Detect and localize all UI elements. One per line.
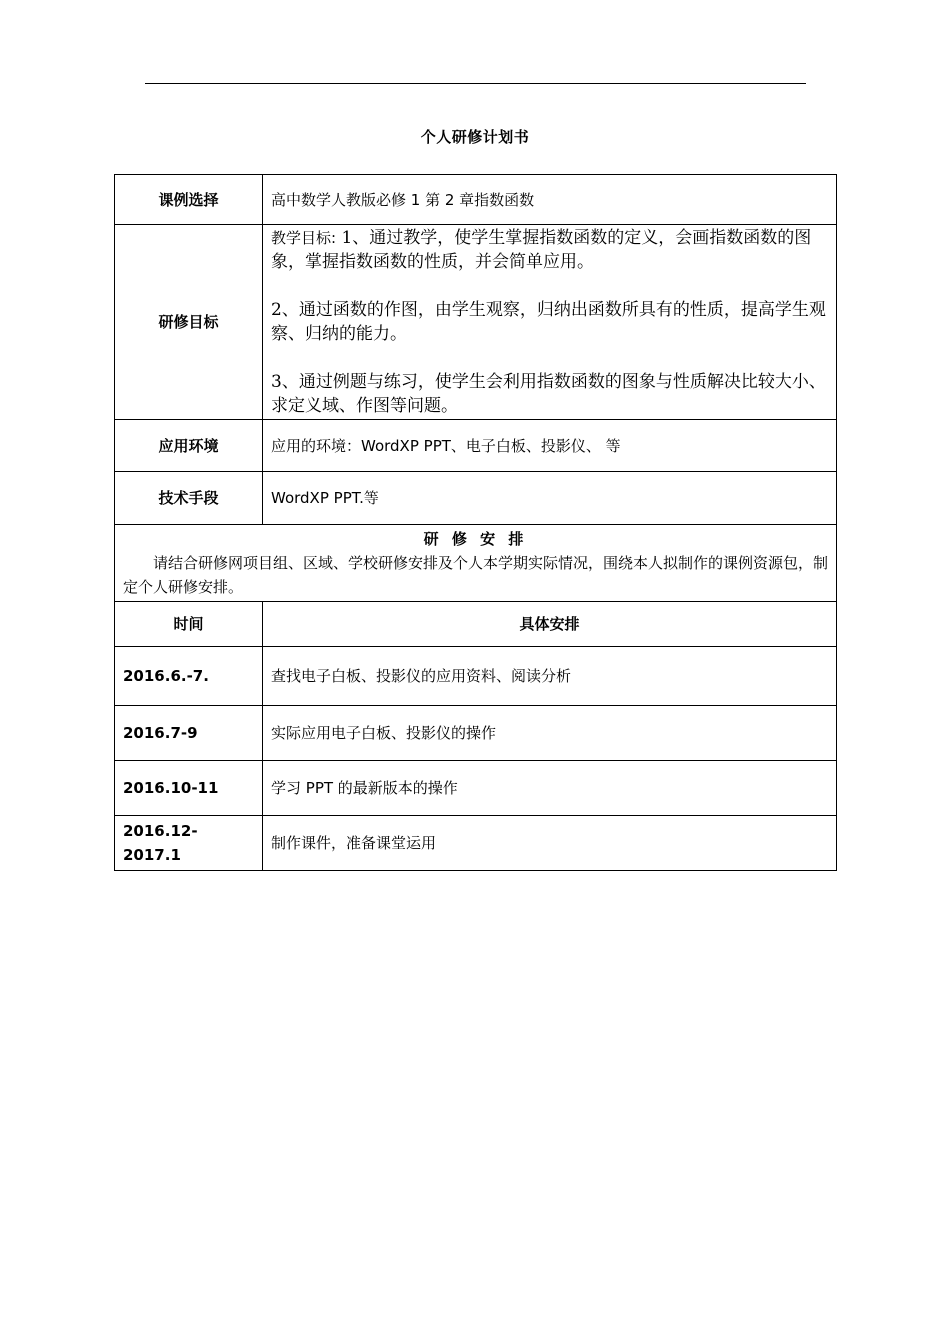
col-header-plan: 具体安排 — [263, 602, 837, 647]
table-row — [115, 816, 837, 871]
goal-paragraph-3: 3、通过例题与练习，使学生会利用指数函数的图象与性质解决比较大小、求定义域、作图等问题。 — [271, 372, 826, 416]
table-row — [115, 761, 837, 816]
goal-lead: 教学目标: — [271, 229, 337, 247]
schedule-time: 2016.10-11 — [115, 761, 263, 816]
goal-paragraph-1 — [271, 226, 828, 274]
schedule-header-row — [115, 602, 837, 647]
table-row — [115, 706, 837, 761]
schedule-time: 2016.12-2017.1 — [115, 816, 263, 871]
document-title: 个人研修计划书 — [420, 128, 530, 146]
arrangement-intro: 请结合研修网项目组、区域、学校研修安排及个人本学期实际情况，围绕本人拟制作的课例资源包，制定个人研修安排。 — [123, 554, 829, 596]
col-header-time: 时间 — [115, 602, 263, 647]
course-label: 课例选择 — [115, 175, 263, 225]
goals-content — [263, 225, 837, 420]
row-course — [115, 175, 837, 225]
goals-label: 研修目标 — [115, 225, 263, 420]
tech-value: WordXP PPT.等 — [263, 472, 837, 525]
schedule-plan: 查找电子白板、投影仪的应用资料、阅读分析 — [263, 647, 837, 706]
table-row — [115, 647, 837, 706]
tech-label: 技术手段 — [115, 472, 263, 525]
arrangement-block — [115, 525, 837, 602]
row-environment — [115, 420, 837, 472]
schedule-plan: 制作课件，准备课堂运用 — [263, 816, 837, 871]
environment-label: 应用环境 — [115, 420, 263, 472]
goal-paragraph-2: 2、通过函数的作图，由学生观察，归纳出函数所具有的性质，提高学生观察、归纳的能力。 — [271, 300, 826, 344]
course-value: 高中数学人教版必修 1 第 2 章指数函数 — [263, 175, 837, 225]
goal-text-1: 1、通过教学，使学生掌握指数函数的定义，会画指数函数的图象，掌握指数函数的性质，并会简单应用。 — [271, 228, 812, 272]
schedule-plan: 学习 PPT 的最新版本的操作 — [263, 761, 837, 816]
environment-value: 应用的环境：WordXP PPT、电子白板、投影仪、 等 — [263, 420, 837, 472]
schedule-time: 2016.6.-7. — [115, 647, 263, 706]
row-arrangement-intro — [115, 525, 837, 602]
row-goals — [115, 225, 837, 420]
arrangement-heading: 研 修 安 排 — [423, 530, 528, 548]
header-rule — [145, 83, 806, 84]
schedule-time: 2016.7-9 — [115, 706, 263, 761]
schedule-plan: 实际应用电子白板、投影仪的操作 — [263, 706, 837, 761]
study-plan-table — [114, 174, 837, 871]
row-tech — [115, 472, 837, 525]
